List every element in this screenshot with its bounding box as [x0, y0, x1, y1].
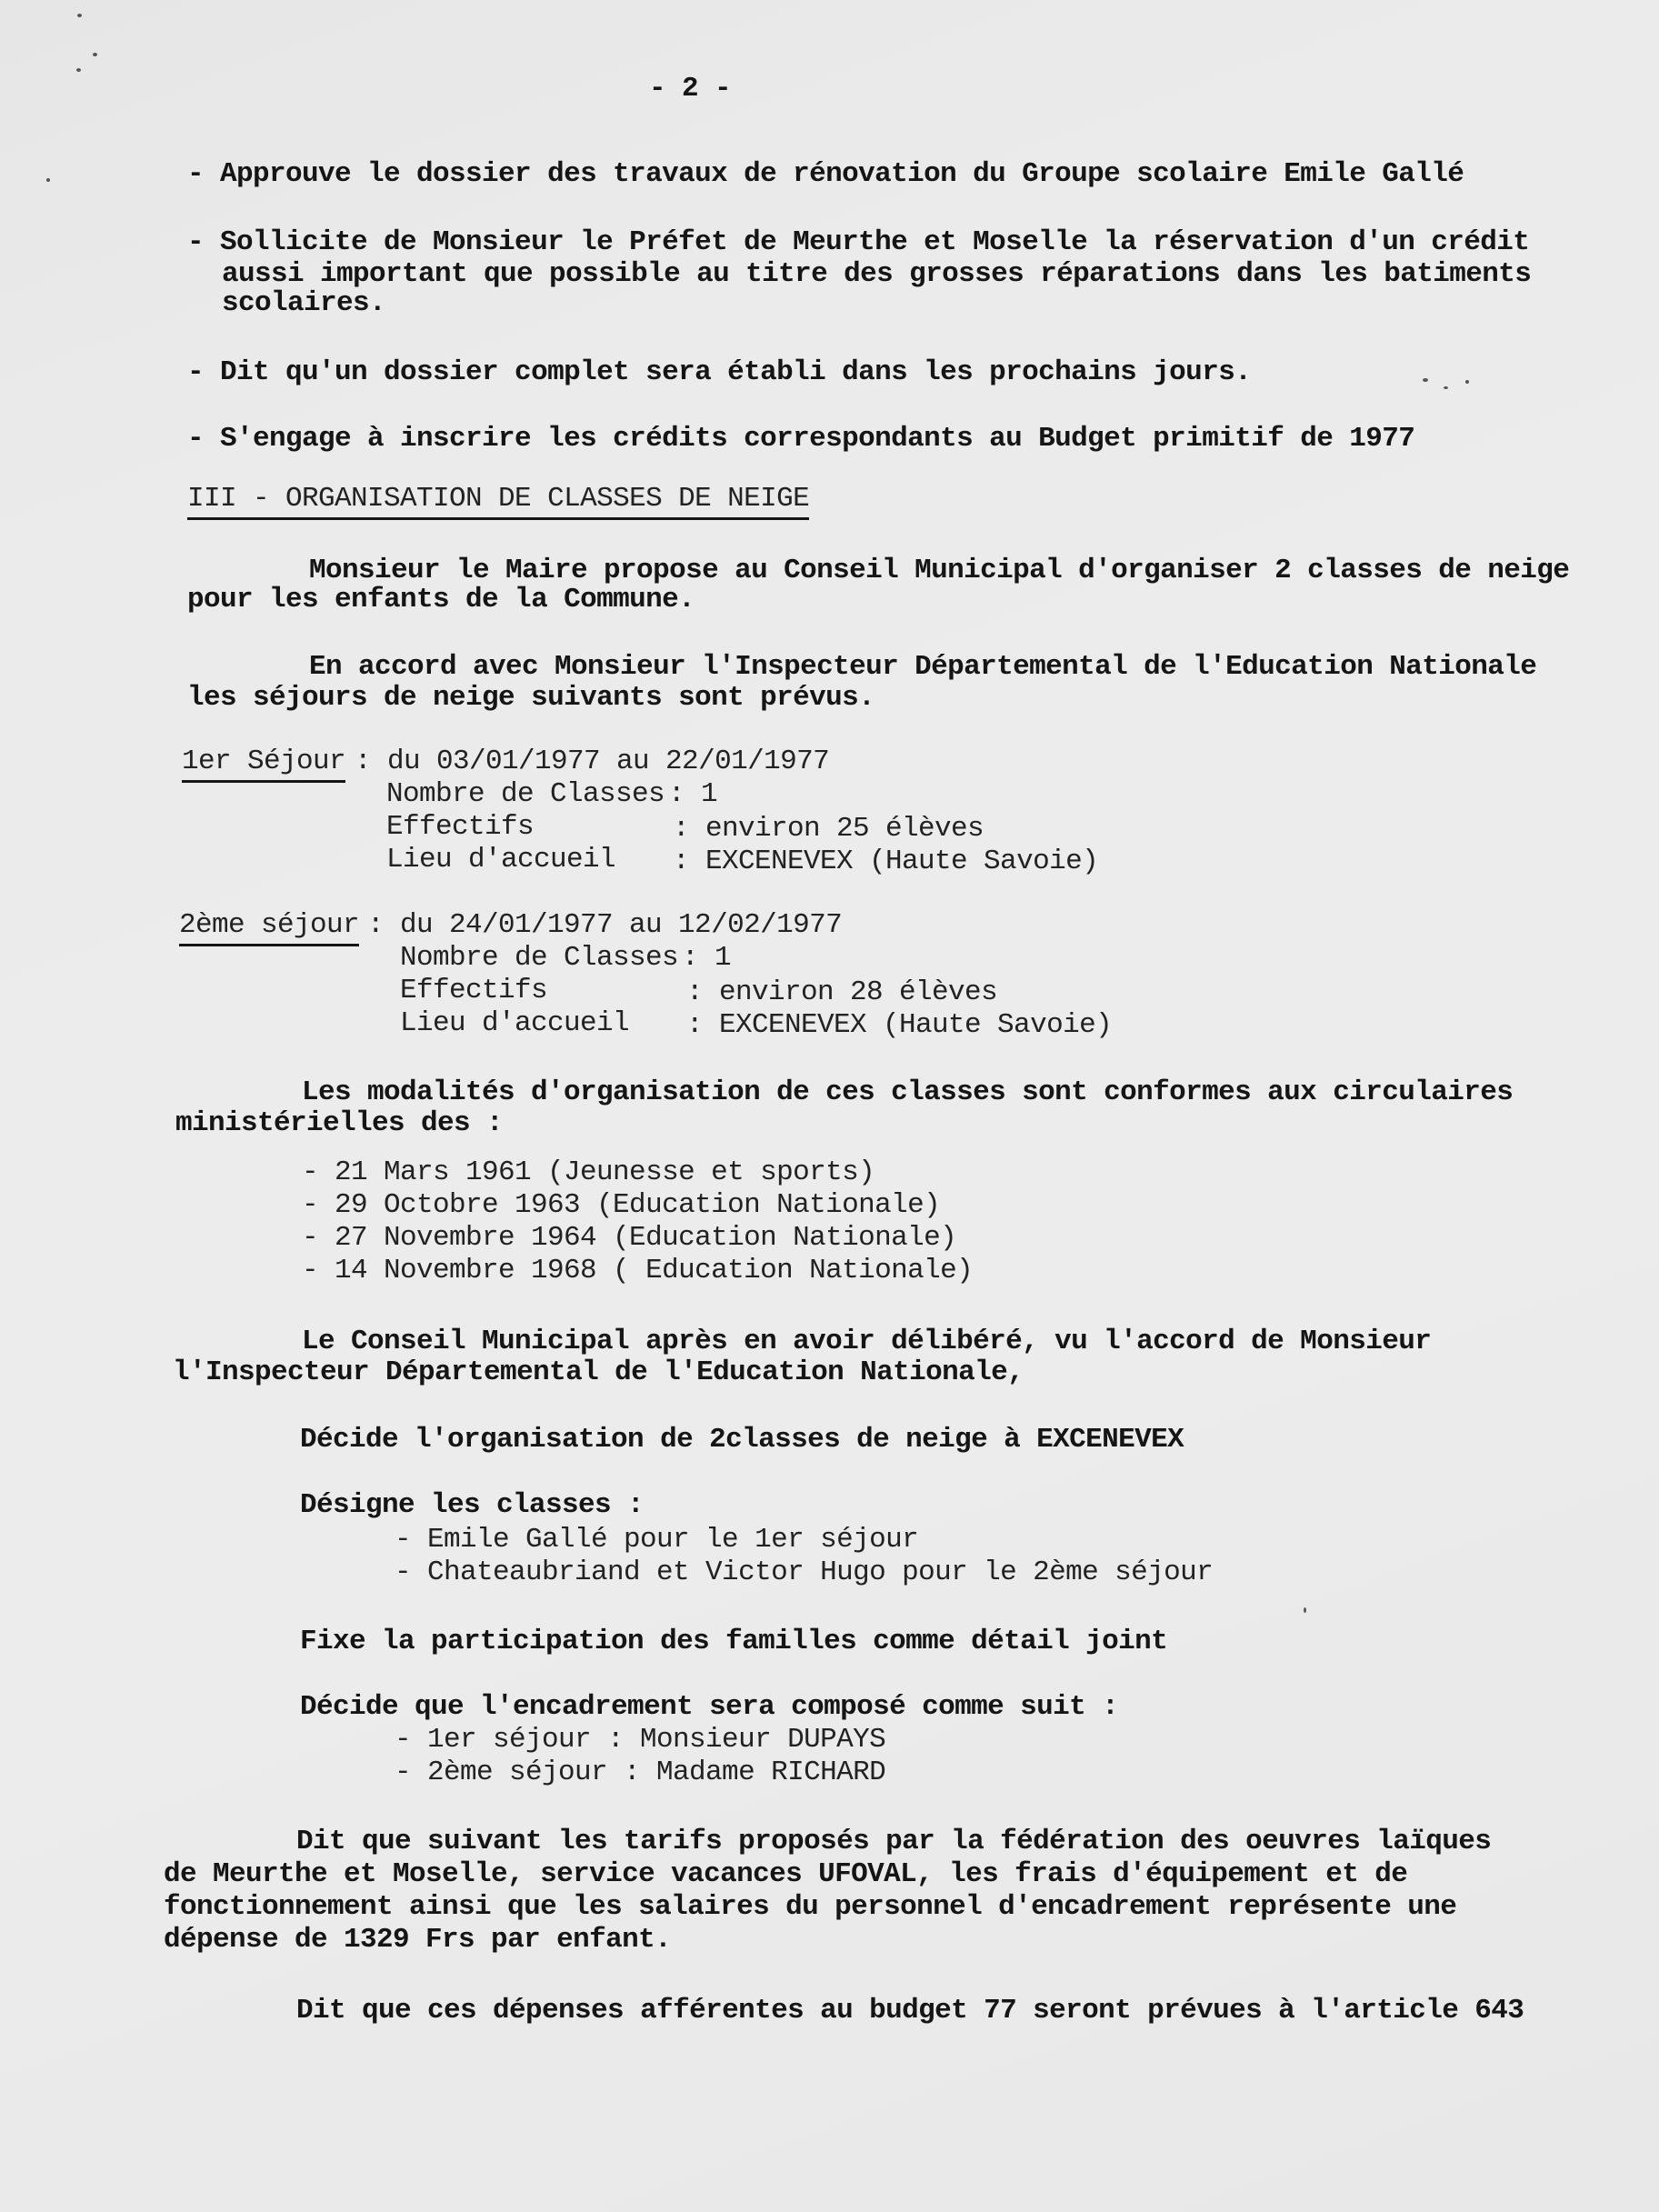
circulaire-3: - 27 Novembre 1964 (Education Nationale) [302, 1222, 957, 1254]
paper-speck [77, 14, 82, 17]
bullet-dossier: - Dit qu'un dossier complet sera établi dans les prochains jours. [187, 356, 1252, 388]
decide-organisation: Décide l'organisation de 2classes de neige à EXCENEVEX [300, 1424, 1184, 1456]
sejour-2-lieu-label: Lieu d'accueil [400, 1007, 630, 1039]
tarifs-line1: Dit que suivant les tarifs proposés par la fédération des oeuvres laïques [296, 1826, 1492, 1857]
intro-1-line2: pour les enfants de la Commune. [187, 584, 695, 616]
paper-speck [1423, 378, 1428, 382]
intro-1-line1: Monsieur le Maire propose au Conseil Municipal d'organiser 2 classes de neige [309, 555, 1570, 586]
paper-speck [76, 68, 81, 72]
sejour-1-lieu-value: : EXCENEVEX (Haute Savoie) [673, 846, 1099, 877]
sejour-1-classes-value: : 1 [668, 778, 718, 810]
circulaire-1: - 21 Mars 1961 (Jeunesse et sports) [302, 1156, 875, 1188]
tarifs-line4: dépense de 1329 Frs par enfant. [164, 1924, 672, 1956]
bullet-approuve: - Approuve le dossier des travaux de rénovation du Groupe scolaire Emile Gallé [187, 158, 1464, 190]
paper-speck [46, 178, 50, 182]
bullet-sollicite-line2: aussi important que possible au titre des grosses réparations dans les batiments [222, 258, 1532, 290]
sejour-1-classes-label: Nombre de Classes [386, 778, 665, 810]
sejour-2-label: 2ème séjour [179, 909, 359, 946]
circulaire-2: - 29 Octobre 1963 (Education Nationale) [302, 1189, 941, 1221]
encadrement-item-1: - 1er séjour : Monsieur DUPAYS [395, 1724, 886, 1756]
sejour-1-lieu-label: Lieu d'accueil [386, 844, 616, 876]
modalites-line1: Les modalités d'organisation de ces classes sont conformes aux circulaires [302, 1076, 1514, 1108]
depenses-article: Dit que ces dépenses afférentes au budget 77 seront prévues à l'article 643 [296, 1995, 1524, 2027]
paper-speck [1304, 1607, 1306, 1613]
sejour-2-classes-label: Nombre de Classes [400, 942, 679, 974]
sejour-2-effectifs-value: : environ 28 élèves [686, 976, 998, 1008]
intro-2-line2: les séjours de neige suivants sont prévus. [187, 682, 875, 714]
sejour-1-effectifs-label: Effectifs [386, 811, 535, 843]
section-heading: III - ORGANISATION DE CLASSES DE NEIGE [187, 483, 809, 520]
page-number: - 2 - [649, 73, 732, 105]
designe-item-2: - Chateaubriand et Victor Hugo pour le 2ème séjour [395, 1556, 1214, 1588]
designe-classes: Désigne les classes : [300, 1489, 645, 1521]
conseil-line2: l'Inspecteur Départemental de l'Education Nationale, [173, 1356, 1024, 1388]
encadrement-item-2: - 2ème séjour : Madame RICHARD [395, 1757, 886, 1788]
sejour-2-dates: : du 24/01/1977 au 12/02/1977 [367, 909, 843, 941]
bullet-sollicite-line3: scolaires. [222, 287, 386, 319]
designe-item-1: - Emile Gallé pour le 1er séjour [395, 1524, 919, 1556]
bullet-engage: - S'engage à inscrire les crédits correspondants au Budget primitif de 1977 [187, 423, 1415, 455]
decide-encadrement: Décide que l'encadrement sera composé comme suit : [300, 1691, 1119, 1723]
sejour-2-classes-value: : 1 [682, 942, 732, 974]
tarifs-line3: fonctionnement ainsi que les salaires du personnel d'encadrement représente une [164, 1891, 1457, 1923]
intro-2-line1: En accord avec Monsieur l'Inspecteur Départemental de l'Education Nationale [309, 651, 1537, 683]
modalites-line2: ministérielles des : [175, 1107, 504, 1139]
paper-speck [1444, 386, 1448, 389]
conseil-line1: Le Conseil Municipal après en avoir délibéré, vu l'accord de Monsieur [302, 1326, 1432, 1357]
circulaire-4: - 14 Novembre 1968 ( Education Nationale) [302, 1255, 974, 1286]
fixe-participation: Fixe la participation des familles comme détail joint [300, 1626, 1168, 1657]
sejour-2-lieu-value: : EXCENEVEX (Haute Savoie) [686, 1009, 1113, 1041]
tarifs-line2: de Meurthe et Moselle, service vacances UFOVAL, les frais d'équipement et de [164, 1858, 1408, 1890]
paper-speck [93, 53, 97, 56]
paper-speck [1465, 380, 1469, 384]
sejour-1-dates: : du 03/01/1977 au 22/01/1977 [355, 746, 830, 777]
bullet-sollicite: - Sollicite de Monsieur le Préfet de Meurthe et Moselle la réservation d'un crédit [187, 226, 1530, 258]
sejour-1-effectifs-value: : environ 25 élèves [673, 813, 984, 845]
sejour-2-effectifs-label: Effectifs [400, 975, 548, 1006]
sejour-1-label: 1er Séjour [182, 746, 345, 783]
